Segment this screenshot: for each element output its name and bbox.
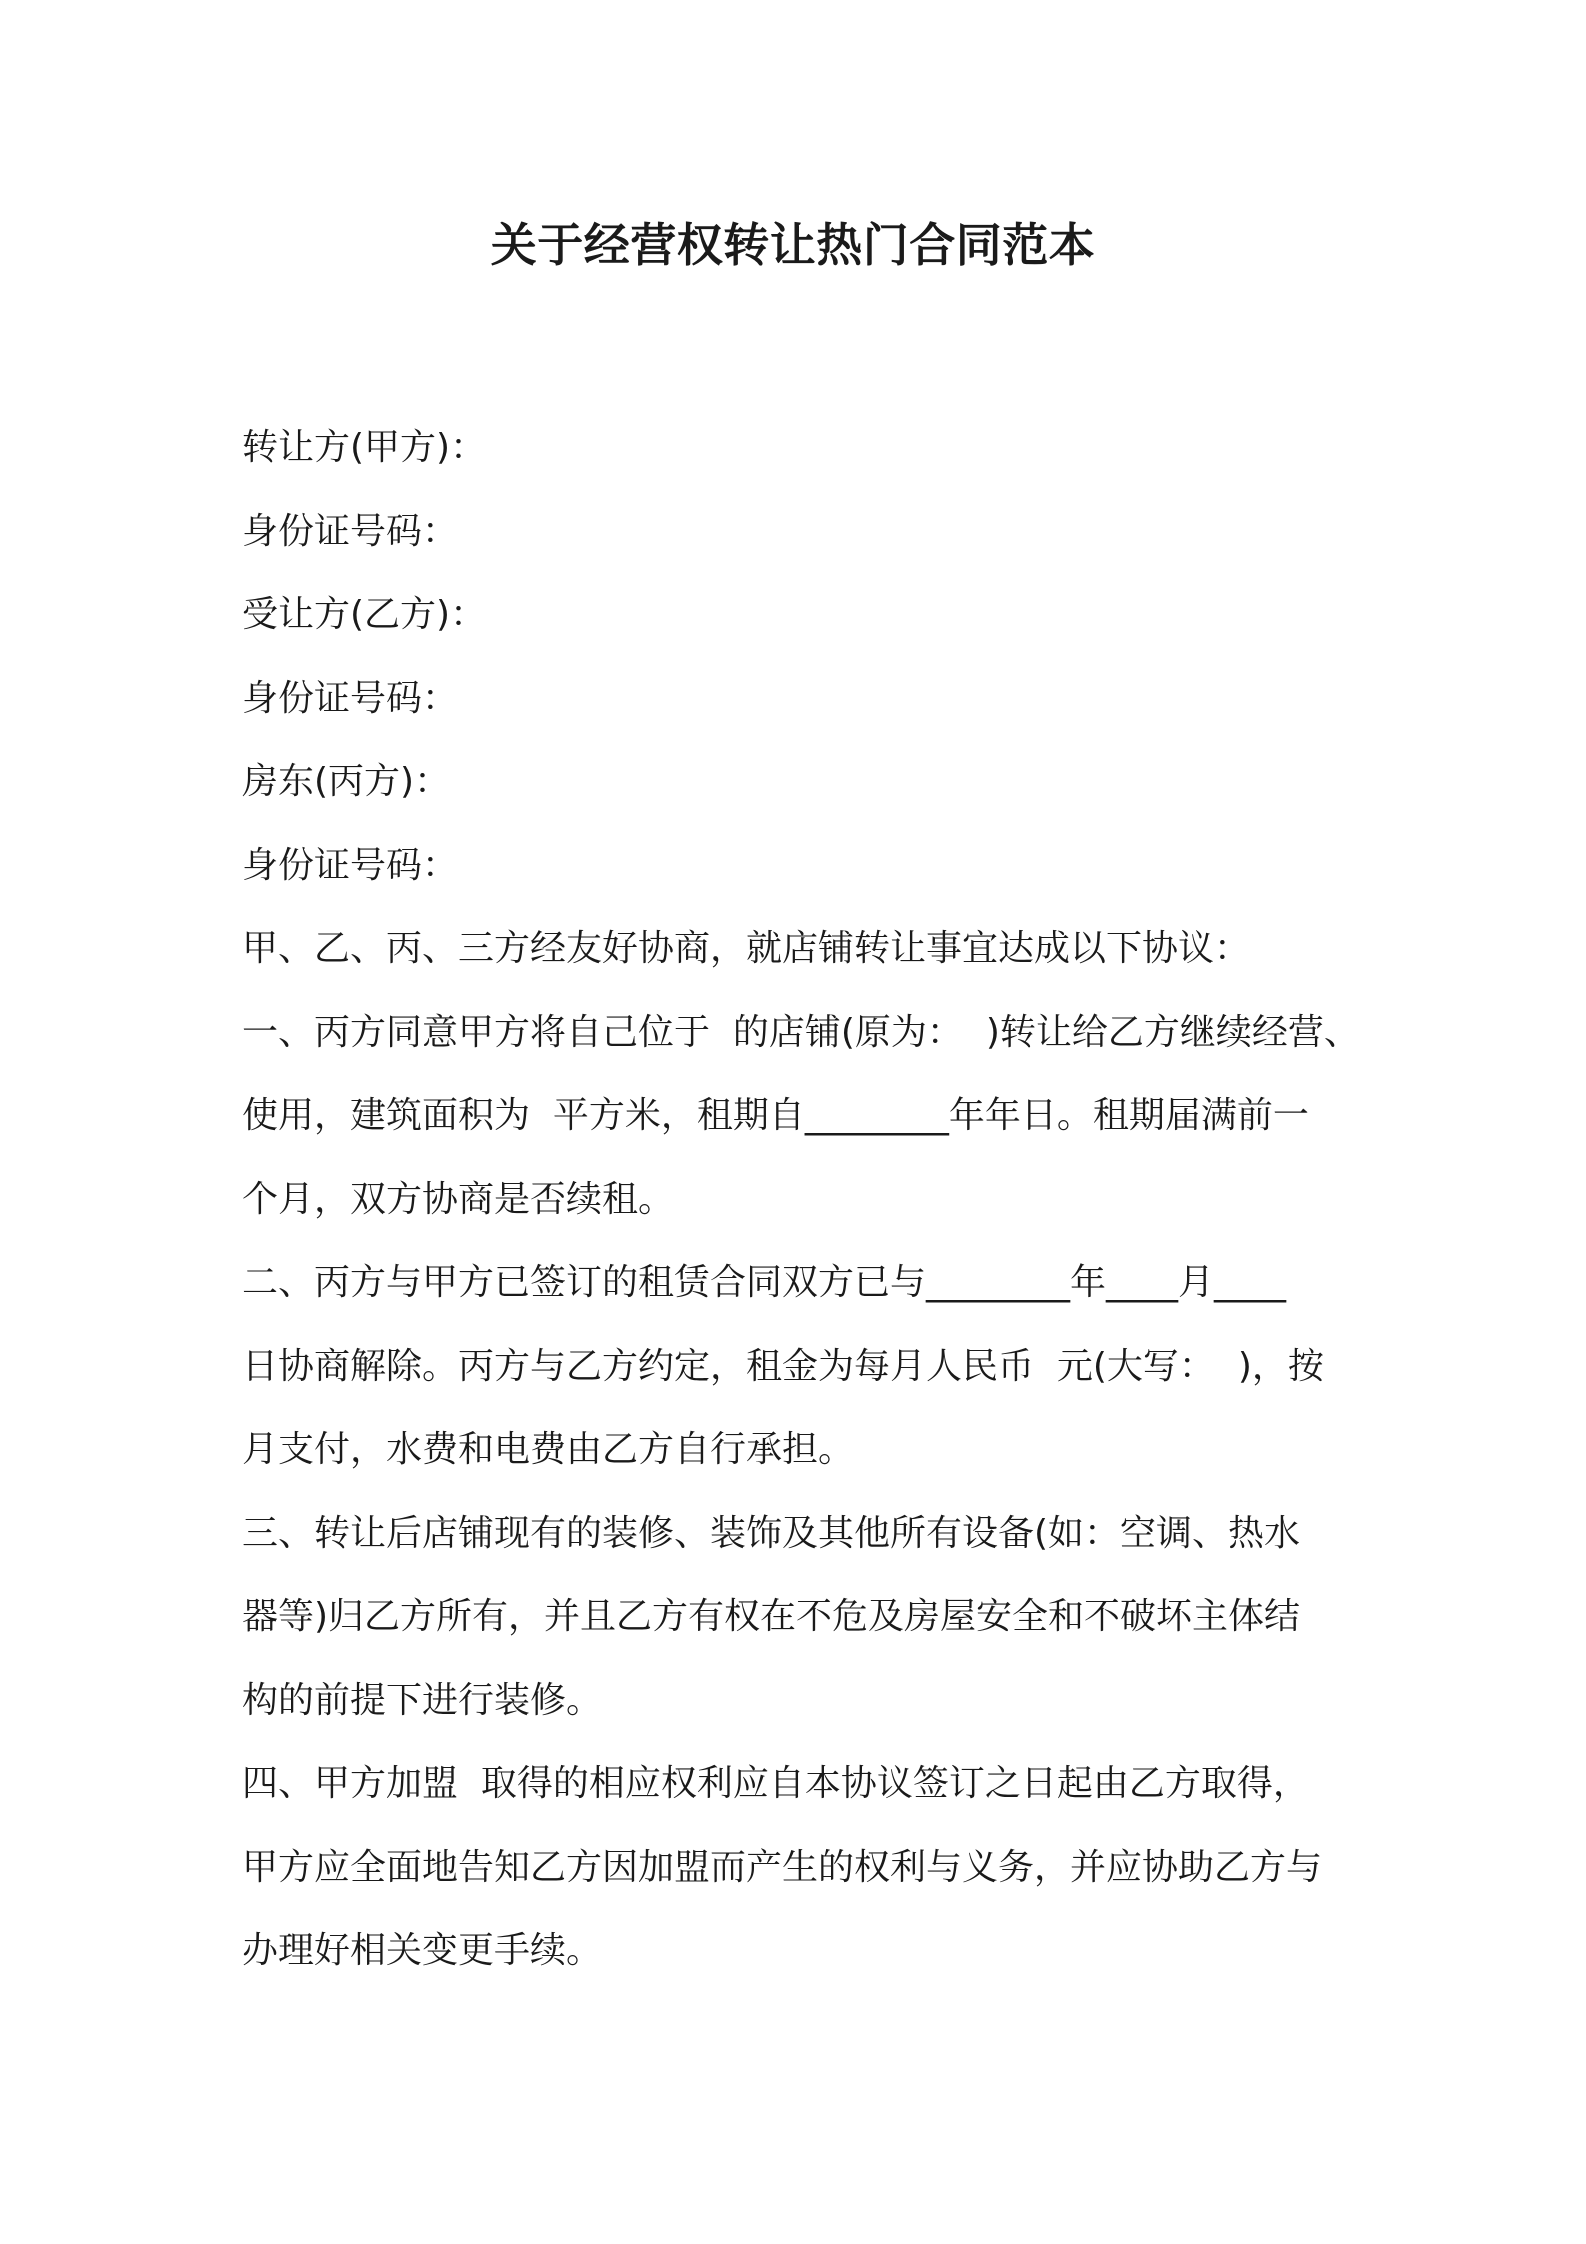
clause-4-line-3: 办理好相关变更手续。 (242, 1930, 603, 1971)
transferee-id-line: 身份证号码： (242, 677, 459, 719)
clause-1-line-2: 使用，建筑面积为 平方米，租期自________年年日。租期届满前一 (242, 1095, 1309, 1136)
transferor-id-line: 身份证号码： (242, 510, 459, 552)
clause-3-line-3: 构的前提下进行装修。 (242, 1679, 603, 1721)
clause-2-line-2: 日协商解除。丙方与乙方约定，租金为每月人民币 元(大写： )，按 (242, 1345, 1324, 1387)
clause-2-line-3: 月支付，水费和电费由乙方自行承担。 (242, 1429, 855, 1470)
clause-3-line-2: 器等)归乙方所有，并且乙方有权在不危及房屋安全和不破坏主体结 (242, 1596, 1301, 1637)
party-transferor-line: 转让方(甲方)： (242, 427, 487, 468)
clause-1-line-1: 一、丙方同意甲方将自己位于 的店铺(原为： )转让给乙方继续经营、 (242, 1011, 1360, 1053)
document-body (242, 406, 1360, 1993)
landlord-id-line: 身份证号码： (242, 844, 459, 886)
clause-1-line-3: 个月，双方协商是否续租。 (242, 1178, 675, 1220)
clause-3-line-1: 三、转让后店铺现有的装修、装饰及其他所有设备(如：空调、热水 (242, 1512, 1301, 1554)
clause-4-line-1: 四、甲方加盟 取得的相应权利应自本协议签订之日起由乙方取得， (242, 1763, 1309, 1804)
party-transferee-line: 受让方(乙方)： (242, 594, 487, 635)
clause-2-line-1: 二、丙方与甲方已签订的租赁合同双方已与________年____月____ (242, 1262, 1287, 1303)
intro-paragraph: 甲、乙、丙、三方经友好协商，就店铺转让事宜达成以下协议： (242, 928, 1251, 969)
clause-4-line-2: 甲方应全面地告知乙方因加盟而产生的权利与义务，并应协助乙方与 (242, 1846, 1323, 1888)
party-landlord-line: 房东(丙方)： (242, 761, 451, 802)
document-title: 关于经营权转让热门合同范本 (490, 218, 1096, 272)
